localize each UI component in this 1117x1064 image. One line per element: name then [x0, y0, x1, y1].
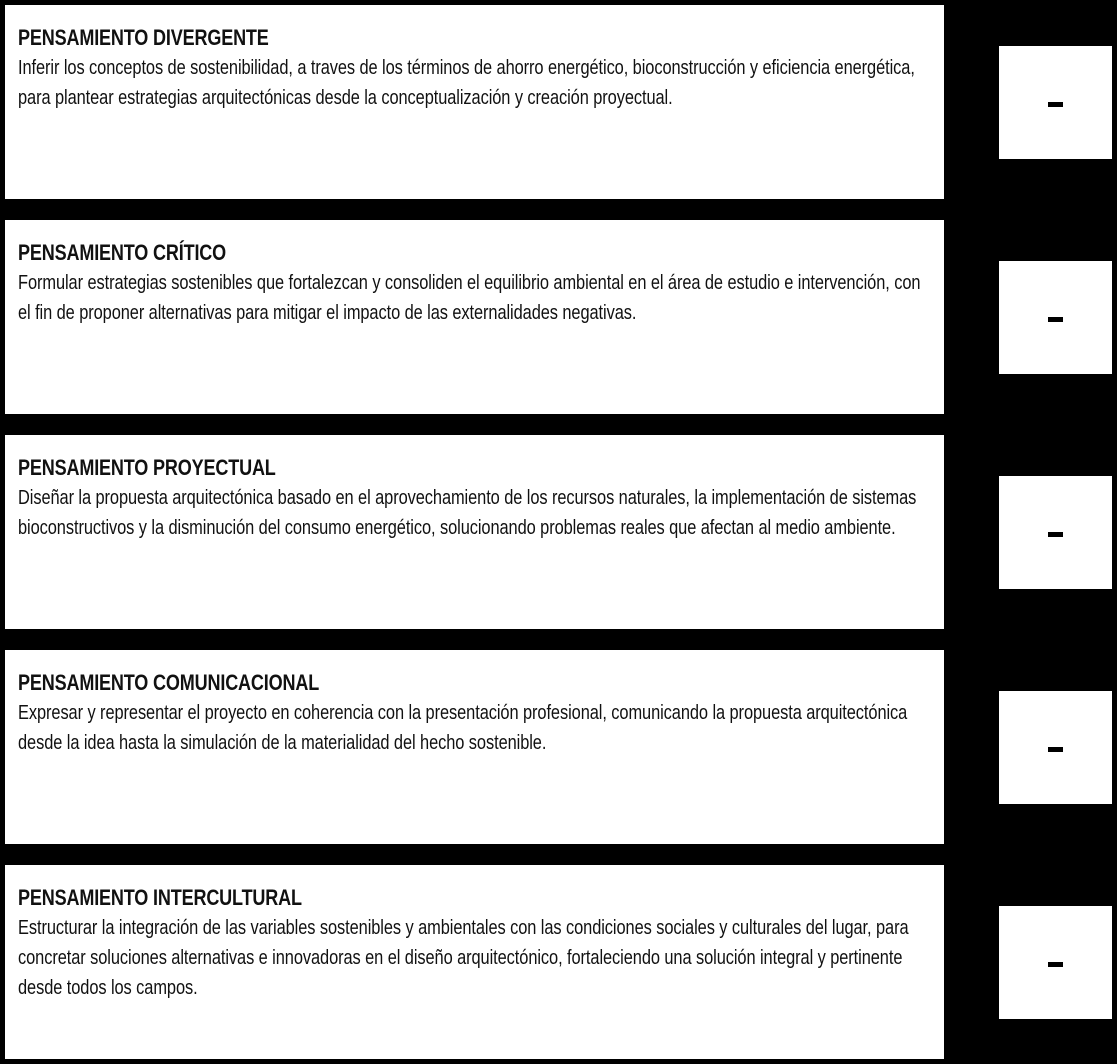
competency-row-intercultural: [0, 865, 1117, 1059]
status-box: [999, 46, 1112, 159]
competency-card: [5, 220, 944, 414]
status-box: [999, 691, 1112, 804]
competency-row-proyectual: [0, 435, 1117, 629]
competency-title: PENSAMIENTO PROYECTUAL: [18, 455, 276, 480]
competency-card: [5, 865, 944, 1059]
competency-description: Formular estrategias sostenibles que fortalezcan y consoliden el equilibrio ambiental en el área de estudio e intervención, con el fin de proponer alternativas para mitigar el impacto de las externalidades negativas.: [18, 271, 921, 324]
competency-title: PENSAMIENTO DIVERGENTE: [18, 25, 269, 50]
competency-description: Diseñar la propuesta arquitectónica basado en el aprovechamiento de los recursos naturales, la implementación de sistemas bioconstructivos y la disminución del consumo energético, solucionando problemas reales que afectan al medio ambiente.: [18, 486, 917, 539]
competency-card: [5, 435, 944, 629]
status-box: [999, 906, 1112, 1019]
dash-mark: [1048, 747, 1063, 752]
competency-description: Estructurar la integración de las variables sostenibles y ambientales con las condiciones sociales y culturales del lugar, para concretar soluciones alternativas e innovadoras en el diseño arquitectónico, fortaleciendo una solución integral y pertinente desde todos los campos.: [18, 916, 909, 999]
dash-mark: [1048, 102, 1063, 107]
competency-title: PENSAMIENTO INTERCULTURAL: [18, 885, 302, 910]
competency-title: PENSAMIENTO COMUNICACIONAL: [18, 670, 320, 695]
competency-description: Expresar y representar el proyecto en coherencia con la presentación profesional, comunicando la propuesta arquitectónica desde la idea hasta la simulación de la materialidad del hecho sostenible.: [18, 701, 908, 754]
competency-description: Inferir los conceptos de sostenibilidad, a traves de los términos de ahorro energético, bioconstrucción y eficiencia energética, para plantear estrategias arquitectónicas desde la conceptualización y creación proyectual.: [18, 56, 915, 109]
status-box: [999, 476, 1112, 589]
competency-card: [5, 650, 944, 844]
competency-row-comunicacional: [0, 650, 1117, 844]
competency-title: PENSAMIENTO CRÍTICO: [18, 240, 227, 265]
dash-mark: [1048, 317, 1063, 322]
status-box: [999, 261, 1112, 374]
competency-row-critico: [0, 220, 1117, 414]
competency-row-divergente: [0, 5, 1117, 199]
dash-mark: [1048, 962, 1063, 967]
dash-mark: [1048, 532, 1063, 537]
competency-card: [5, 5, 944, 199]
